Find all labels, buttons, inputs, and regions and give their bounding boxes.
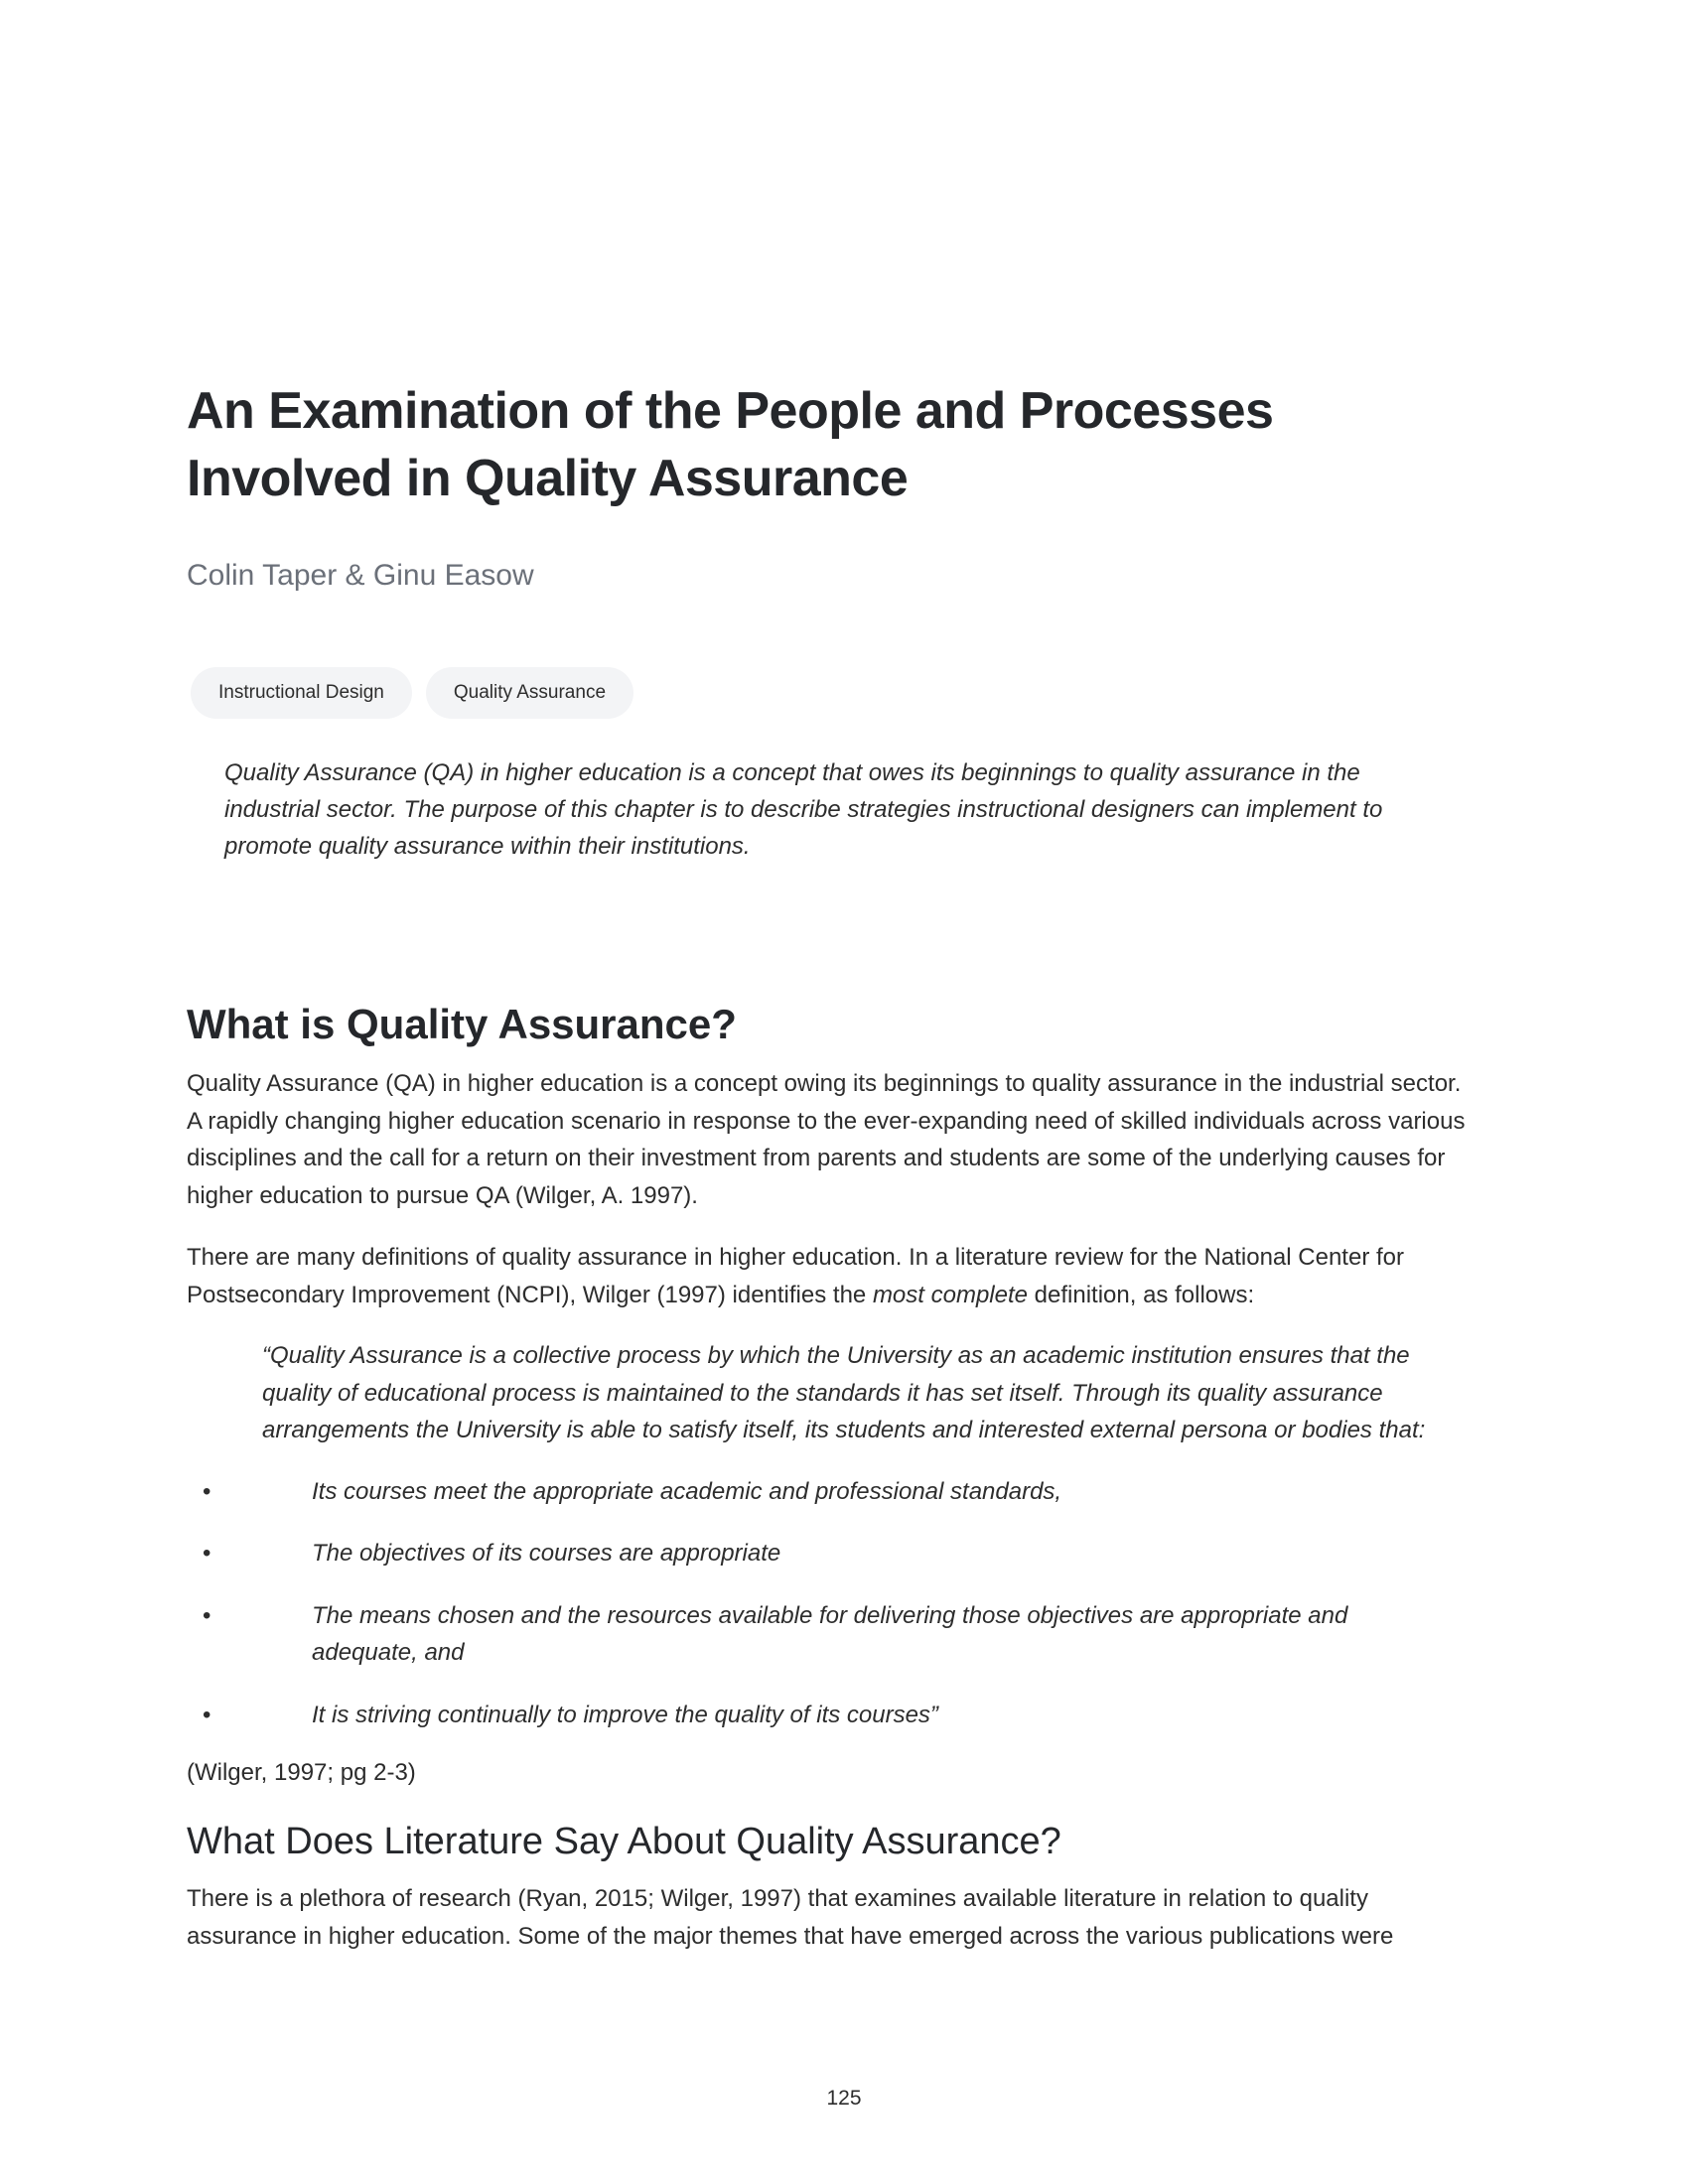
section2-paragraph-1: There is a plethora of research (Ryan, 2015; Wilger, 1997) that examines available literature in relation to quality assurance in higher education. Some of the major themes that have emerged across the various publications were (187, 1885, 1394, 1950)
page-number: 125 (826, 2087, 862, 2110)
list-item-text: Its courses meet the appropriate academic and professional standards, (312, 1477, 1062, 1505)
definition-quote: “Quality Assurance is a collective process by which the University as an academic institution ensures that the quality of educational process is maintained to the standards it has set itself. Through its quality assurance arrangements the University is able to satisfy itself, its students and interested external persona or bodies that: (262, 1342, 1426, 1443)
chapter-abstract: Quality Assurance (QA) in higher education is a concept that owes its beginnings to quality assurance in the industrial sector. The purpose of this chapter is to describe strategies instructional designers can implement to promote quality assurance within their institutions. (224, 759, 1383, 860)
bullet-icon: • (203, 1701, 211, 1728)
list-item-text: The objectives of its courses are appropriate (312, 1540, 781, 1567)
document-page (187, 377, 1466, 1955)
list-item-text: The means chosen and the resources available for delivering those objectives are appropriate and adequate, and (312, 1601, 1348, 1666)
bullet-icon: • (203, 1601, 211, 1629)
bullet-icon: • (203, 1477, 211, 1505)
tag-list (191, 667, 1458, 719)
section-heading-what-is-qa: What is Quality Assurance? (187, 1001, 737, 1047)
definition-bullet-list (187, 1473, 1458, 1734)
chapter-title (187, 377, 1458, 512)
paragraph-text: There are many definitions of quality assurance in higher education. In a literature review for the National Center for Postsecondary Improvement (NCPI), Wilger (1997) identifies the (187, 1244, 1404, 1308)
section-heading-literature: What Does Literature Say About Quality Assurance? (187, 1821, 1061, 1862)
chapter-authors: Colin Taper & Ginu Easow (187, 559, 534, 592)
bullet-icon: • (203, 1540, 211, 1567)
chapter-title-line-1: An Examination of the People and Processes (187, 382, 1274, 440)
list-item-text: It is striving continually to improve the quality of its courses” (312, 1701, 938, 1728)
list-item (187, 1697, 1424, 1734)
list-item (187, 1597, 1424, 1672)
emphasis-text: most complete (872, 1281, 1028, 1308)
quote-citation: (Wilger, 1997; pg 2-3) (187, 1759, 416, 1786)
section1-paragraph-2 (187, 1239, 1468, 1313)
list-item (187, 1473, 1424, 1511)
tag-instructional-design[interactable]: Instructional Design (191, 667, 412, 719)
section1-paragraph-1: Quality Assurance (QA) in higher education is a concept owing its beginnings to quality assurance in the industrial sector. A rapidly changing higher education scenario in response to the ever-expanding need of skilled individuals across various disciplines and the call for a return on their investment from parents and students are some of the underlying causes for higher education to pursue QA (Wilger, A. 1997). (187, 1070, 1466, 1209)
paragraph-text: definition, as follows: (1028, 1281, 1255, 1308)
tag-quality-assurance[interactable]: Quality Assurance (426, 667, 633, 719)
chapter-title-line-2: Involved in Quality Assurance (187, 450, 909, 507)
list-item (187, 1535, 1424, 1572)
